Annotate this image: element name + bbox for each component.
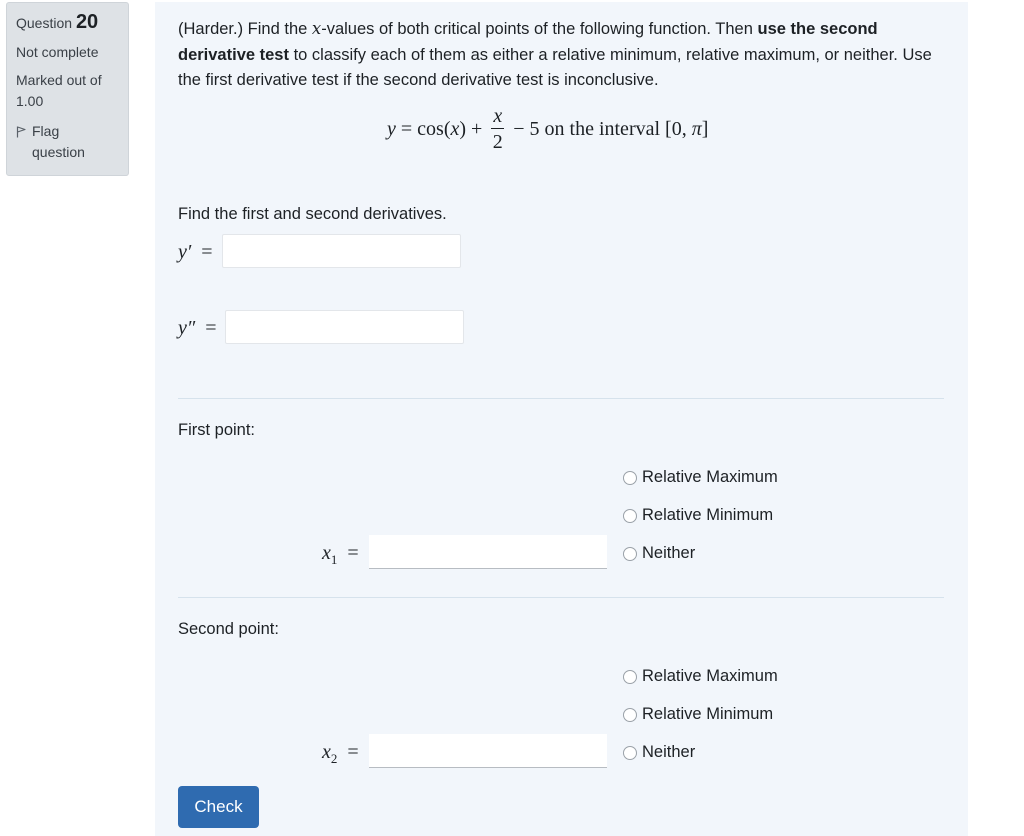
eq-cos: = cos(: [395, 117, 451, 140]
equals-sign: =: [205, 317, 217, 339]
question-info: [6, 2, 129, 176]
x-var: x: [322, 741, 331, 763]
flag-label: [32, 121, 85, 163]
radio-button[interactable]: [623, 547, 637, 561]
x-var: x: [322, 542, 331, 564]
prompt-text-3: to classify each of them as either a relative minimum, relative maximum, or neither. Use the first derivative test if the second derivative test is inconclusive.: [178, 45, 932, 89]
eq-frac-num: x: [493, 105, 503, 127]
x2-label: [322, 741, 359, 767]
check-button[interactable]: Check: [178, 786, 259, 828]
radio-button[interactable]: [623, 746, 637, 760]
flag-label-line2: question: [32, 144, 85, 160]
eq-plus: ) +: [459, 117, 488, 140]
option-label: Relative Minimum: [642, 705, 774, 723]
first-point-heading: First point:: [178, 421, 256, 439]
first-derivative-input[interactable]: [222, 234, 461, 268]
x2-input[interactable]: [369, 734, 607, 768]
question-word: Question: [16, 15, 73, 31]
eq-y: y: [387, 117, 396, 140]
x1-input[interactable]: [369, 535, 607, 569]
eq-pi: π: [691, 117, 702, 140]
radio-button[interactable]: [623, 471, 637, 485]
question-grade: [16, 70, 119, 112]
equals-sign: =: [201, 241, 213, 263]
grade-label: Marked out of: [16, 72, 102, 88]
first-point-option-relative-maximum[interactable]: [623, 468, 778, 487]
second-point-option-neither[interactable]: [623, 743, 695, 762]
eq-frac-den: 2: [492, 131, 503, 153]
eq-fraction: [491, 106, 504, 152]
option-label: Neither: [642, 743, 696, 761]
option-label: Relative Maximum: [642, 468, 778, 486]
x-subscript: 2: [330, 751, 338, 766]
prompt-text-2: -values of both critical points of the following function. Then: [321, 20, 758, 38]
option-label: Relative Minimum: [642, 506, 774, 524]
flag-label-line1: Flag: [32, 123, 60, 139]
second-point-heading: Second point:: [178, 620, 279, 638]
prompt-var-x: x: [311, 19, 322, 38]
option-label: Neither: [642, 544, 696, 562]
eq-bracket: ]: [701, 117, 709, 140]
x-subscript: 1: [330, 552, 338, 567]
first-point-option-neither[interactable]: [623, 544, 695, 563]
option-label: Relative Maximum: [642, 667, 778, 685]
equals-sign: =: [347, 741, 359, 763]
second-derivative-input[interactable]: [225, 310, 464, 344]
eq-x: x: [450, 117, 460, 140]
second-point-option-relative-minimum[interactable]: [623, 705, 773, 724]
derivatives-heading: Find the first and second derivatives.: [178, 205, 447, 223]
y-prime: y′: [178, 241, 192, 263]
question-content: [155, 2, 968, 836]
flag-question-link[interactable]: [16, 121, 119, 163]
prompt-bold: use the second derivative test: [178, 20, 878, 64]
second-point-option-relative-maximum[interactable]: [623, 667, 778, 686]
grade-value: 1.00: [16, 93, 44, 109]
question-number-value: 20: [75, 11, 99, 33]
equals-sign: =: [347, 542, 359, 564]
question-number: [16, 11, 119, 34]
radio-button[interactable]: [623, 708, 637, 722]
prompt-text-1: (Harder.) Find the: [178, 20, 312, 38]
y-double-prime: y″: [178, 317, 196, 339]
radio-button[interactable]: [623, 509, 637, 523]
first-point-option-relative-minimum[interactable]: [623, 506, 773, 525]
flag-icon: [16, 126, 26, 138]
first-derivative-label: [178, 241, 213, 264]
divider: [178, 597, 944, 598]
second-derivative-label: [178, 317, 217, 340]
question-prompt: [178, 16, 948, 94]
function-equation: [387, 106, 708, 152]
x1-label: [322, 542, 359, 568]
divider: [178, 398, 944, 399]
question-state: Not complete: [16, 44, 99, 60]
eq-interval: − 5 on the interval [0,: [508, 117, 692, 140]
radio-button[interactable]: [623, 670, 637, 684]
